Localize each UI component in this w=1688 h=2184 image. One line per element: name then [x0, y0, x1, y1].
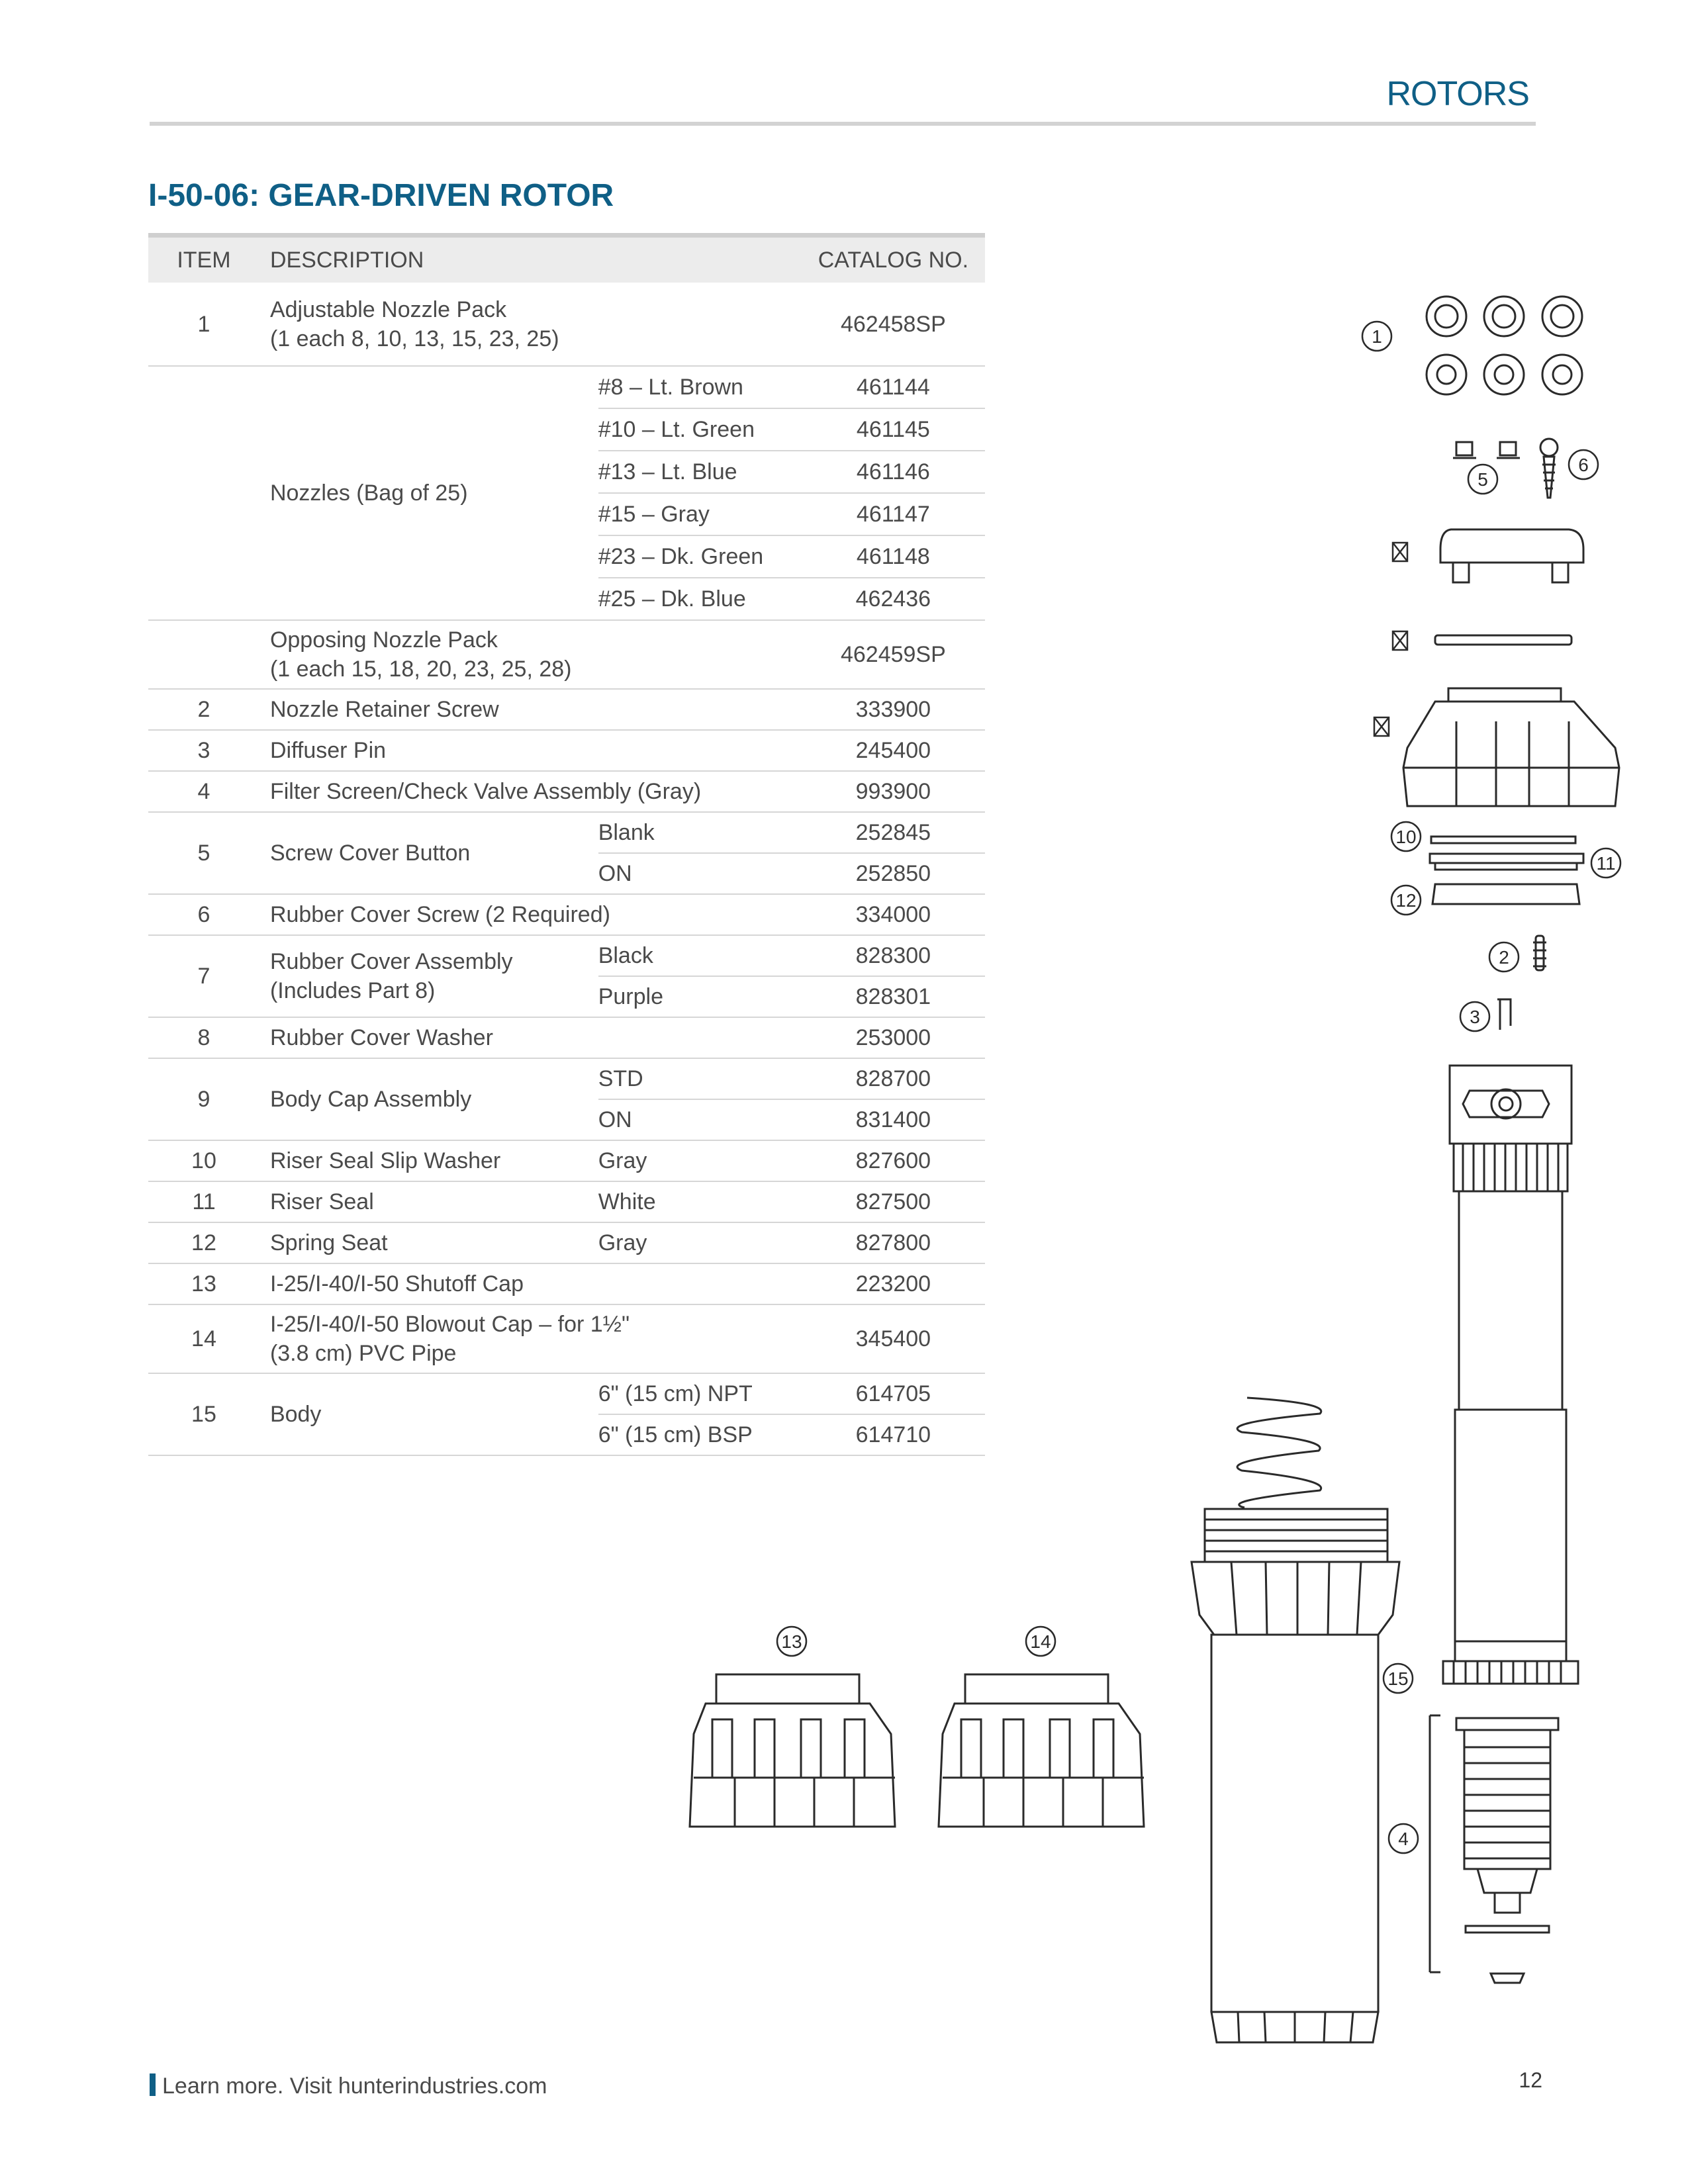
catalog-number: 828700 — [802, 1058, 985, 1099]
variant: #13 – Lt. Blue — [598, 451, 802, 493]
variant: ON — [598, 853, 802, 894]
description: Spring Seat — [259, 1222, 598, 1263]
description: I-25/I-40/I-50 Shutoff Cap — [259, 1263, 802, 1304]
riser-seal-parts-drawing — [1430, 837, 1583, 904]
item-number: 7 — [148, 935, 259, 1017]
variant: Purple — [598, 976, 802, 1017]
section-title: ROTORS — [1386, 75, 1529, 113]
item-number: 11 — [148, 1181, 259, 1222]
description: Opposing Nozzle Pack — [269, 627, 498, 653]
callout-markers — [777, 322, 1620, 1853]
catalog-number: 461145 — [802, 408, 985, 451]
callout-12: 12 — [1395, 890, 1417, 911]
description: Rubber Cover Screw (2 Required) — [259, 894, 802, 935]
variant: 6" (15 cm) NPT — [598, 1373, 802, 1414]
catalog-number: 827600 — [802, 1140, 985, 1181]
variant: #10 – Lt. Green — [598, 408, 802, 451]
item-number: 13 — [148, 1263, 259, 1304]
variant: #23 – Dk. Green — [598, 535, 802, 578]
description: Nozzles (Bag of 25) — [259, 366, 598, 620]
variant: #25 – Dk. Blue — [598, 578, 802, 620]
placeholder-marks — [1374, 543, 1407, 736]
catalog-number: 462436 — [802, 578, 985, 620]
callout-1: 1 — [1372, 326, 1382, 347]
catalog-number: 334000 — [802, 894, 985, 935]
catalog-number: 614705 — [802, 1373, 985, 1414]
catalog-number: 827500 — [802, 1181, 985, 1222]
description: Body — [259, 1373, 598, 1455]
nozzle-retainer-screw-drawing — [1533, 936, 1546, 970]
catalog-number: 461144 — [802, 366, 985, 408]
description: Screw Cover Button — [259, 812, 598, 894]
description-detail: (1 each 8, 10, 13, 15, 23, 25) — [269, 326, 559, 351]
screw-cover-button-drawing — [1453, 442, 1520, 458]
item-number: 1 — [148, 283, 259, 366]
catalog-number: 223200 — [802, 1263, 985, 1304]
callout-5: 5 — [1477, 469, 1488, 490]
filter-screen-drawing — [1430, 1715, 1558, 1983]
catalog-number: 828300 — [802, 935, 985, 976]
item-number: 8 — [148, 1017, 259, 1058]
variant: Gray — [598, 1222, 802, 1263]
callout-labels — [781, 326, 1615, 1849]
catalog-number: 461148 — [802, 535, 985, 578]
variant: STD — [598, 1058, 802, 1099]
catalog-number: 993900 — [802, 771, 985, 812]
description: Diffuser Pin — [259, 730, 802, 771]
shutoff-cap-drawing — [690, 1674, 895, 1827]
description: I-25/I-40/I-50 Blowout Cap – for 1½" — [269, 1312, 630, 1337]
variant: Black — [598, 935, 802, 976]
header-description: DESCRIPTION — [269, 247, 424, 273]
catalog-number: 461147 — [802, 493, 985, 535]
riser-assembly-drawing — [1443, 1066, 1578, 1684]
callout-13: 13 — [781, 1631, 802, 1652]
body-drawing — [1192, 1398, 1399, 2042]
description: Nozzle Retainer Screw — [259, 689, 802, 730]
catalog-number: 462458SP — [802, 283, 985, 366]
blowout-cap-drawing — [939, 1674, 1144, 1827]
rubber-cover-washer-drawing — [1435, 635, 1571, 645]
callout-6: 6 — [1578, 455, 1589, 475]
item-number: 3 — [148, 730, 259, 771]
callout-11: 11 — [1596, 853, 1616, 874]
catalog-number: 828301 — [802, 976, 985, 1017]
callout-3: 3 — [1470, 1007, 1480, 1027]
description: Riser Seal — [259, 1181, 598, 1222]
description: Body Cap Assembly — [259, 1058, 598, 1140]
catalog-number: 252850 — [802, 853, 985, 894]
item-number: 2 — [148, 689, 259, 730]
callout-15: 15 — [1387, 1668, 1409, 1689]
callout-2: 2 — [1499, 947, 1509, 968]
variant: Blank — [598, 812, 802, 853]
catalog-number: 831400 — [802, 1099, 985, 1140]
callout-10: 10 — [1395, 827, 1417, 847]
item-number: 14 — [148, 1304, 259, 1373]
rubber-cover-screw-drawing — [1540, 439, 1558, 498]
header-item: ITEM — [177, 247, 231, 273]
description: Adjustable Nozzle Pack — [269, 296, 507, 322]
description: Riser Seal Slip Washer — [259, 1140, 598, 1181]
catalog-number: 252845 — [802, 812, 985, 853]
callout-14: 14 — [1030, 1631, 1051, 1652]
variant: ON — [598, 1099, 802, 1140]
variant: #15 – Gray — [598, 493, 802, 535]
header-catalog: CATALOG NO. — [818, 247, 969, 273]
variant: #8 – Lt. Brown — [598, 366, 802, 408]
catalog-number: 345400 — [802, 1304, 985, 1373]
nozzle-pack-drawing — [1427, 296, 1582, 394]
catalog-number: 333900 — [802, 689, 985, 730]
catalog-number: 462459SP — [802, 620, 985, 689]
description: Filter Screen/Check Valve Assembly (Gray) — [259, 771, 802, 812]
catalog-number: 827800 — [802, 1222, 985, 1263]
variant: White — [598, 1181, 802, 1222]
rubber-cover-drawing — [1440, 529, 1583, 582]
description-detail: (3.8 cm) PVC Pipe — [269, 1341, 457, 1366]
item-number: 9 — [148, 1058, 259, 1140]
footer — [150, 2073, 547, 2099]
diffuser-pin-drawing — [1497, 999, 1511, 1030]
catalog-number: 253000 — [802, 1017, 985, 1058]
footer-link-text[interactable]: Learn more. Visit hunterindustries.com — [162, 2073, 547, 2099]
page-number: 12 — [1519, 2068, 1542, 2092]
description: Rubber Cover Washer — [259, 1017, 802, 1058]
catalog-number: 461146 — [802, 451, 985, 493]
page-title: I-50-06: GEAR-DRIVEN ROTOR — [148, 178, 614, 213]
description-detail: (1 each 15, 18, 20, 23, 25, 28) — [269, 657, 572, 682]
item-number: 6 — [148, 894, 259, 935]
variant: Gray — [598, 1140, 802, 1181]
variant: 6" (15 cm) BSP — [598, 1414, 802, 1455]
item-number: 12 — [148, 1222, 259, 1263]
item-number: 10 — [148, 1140, 259, 1181]
description-detail: (Includes Part 8) — [269, 978, 436, 1003]
callout-4: 4 — [1398, 1829, 1409, 1849]
body-cap-drawing — [1403, 688, 1619, 806]
item-number: 5 — [148, 812, 259, 894]
description: Rubber Cover Assembly — [269, 949, 513, 974]
footer-accent-bar — [150, 2073, 156, 2096]
item-number: 4 — [148, 771, 259, 812]
catalog-number: 245400 — [802, 730, 985, 771]
item-number: 15 — [148, 1373, 259, 1455]
catalog-number: 614710 — [802, 1414, 985, 1455]
